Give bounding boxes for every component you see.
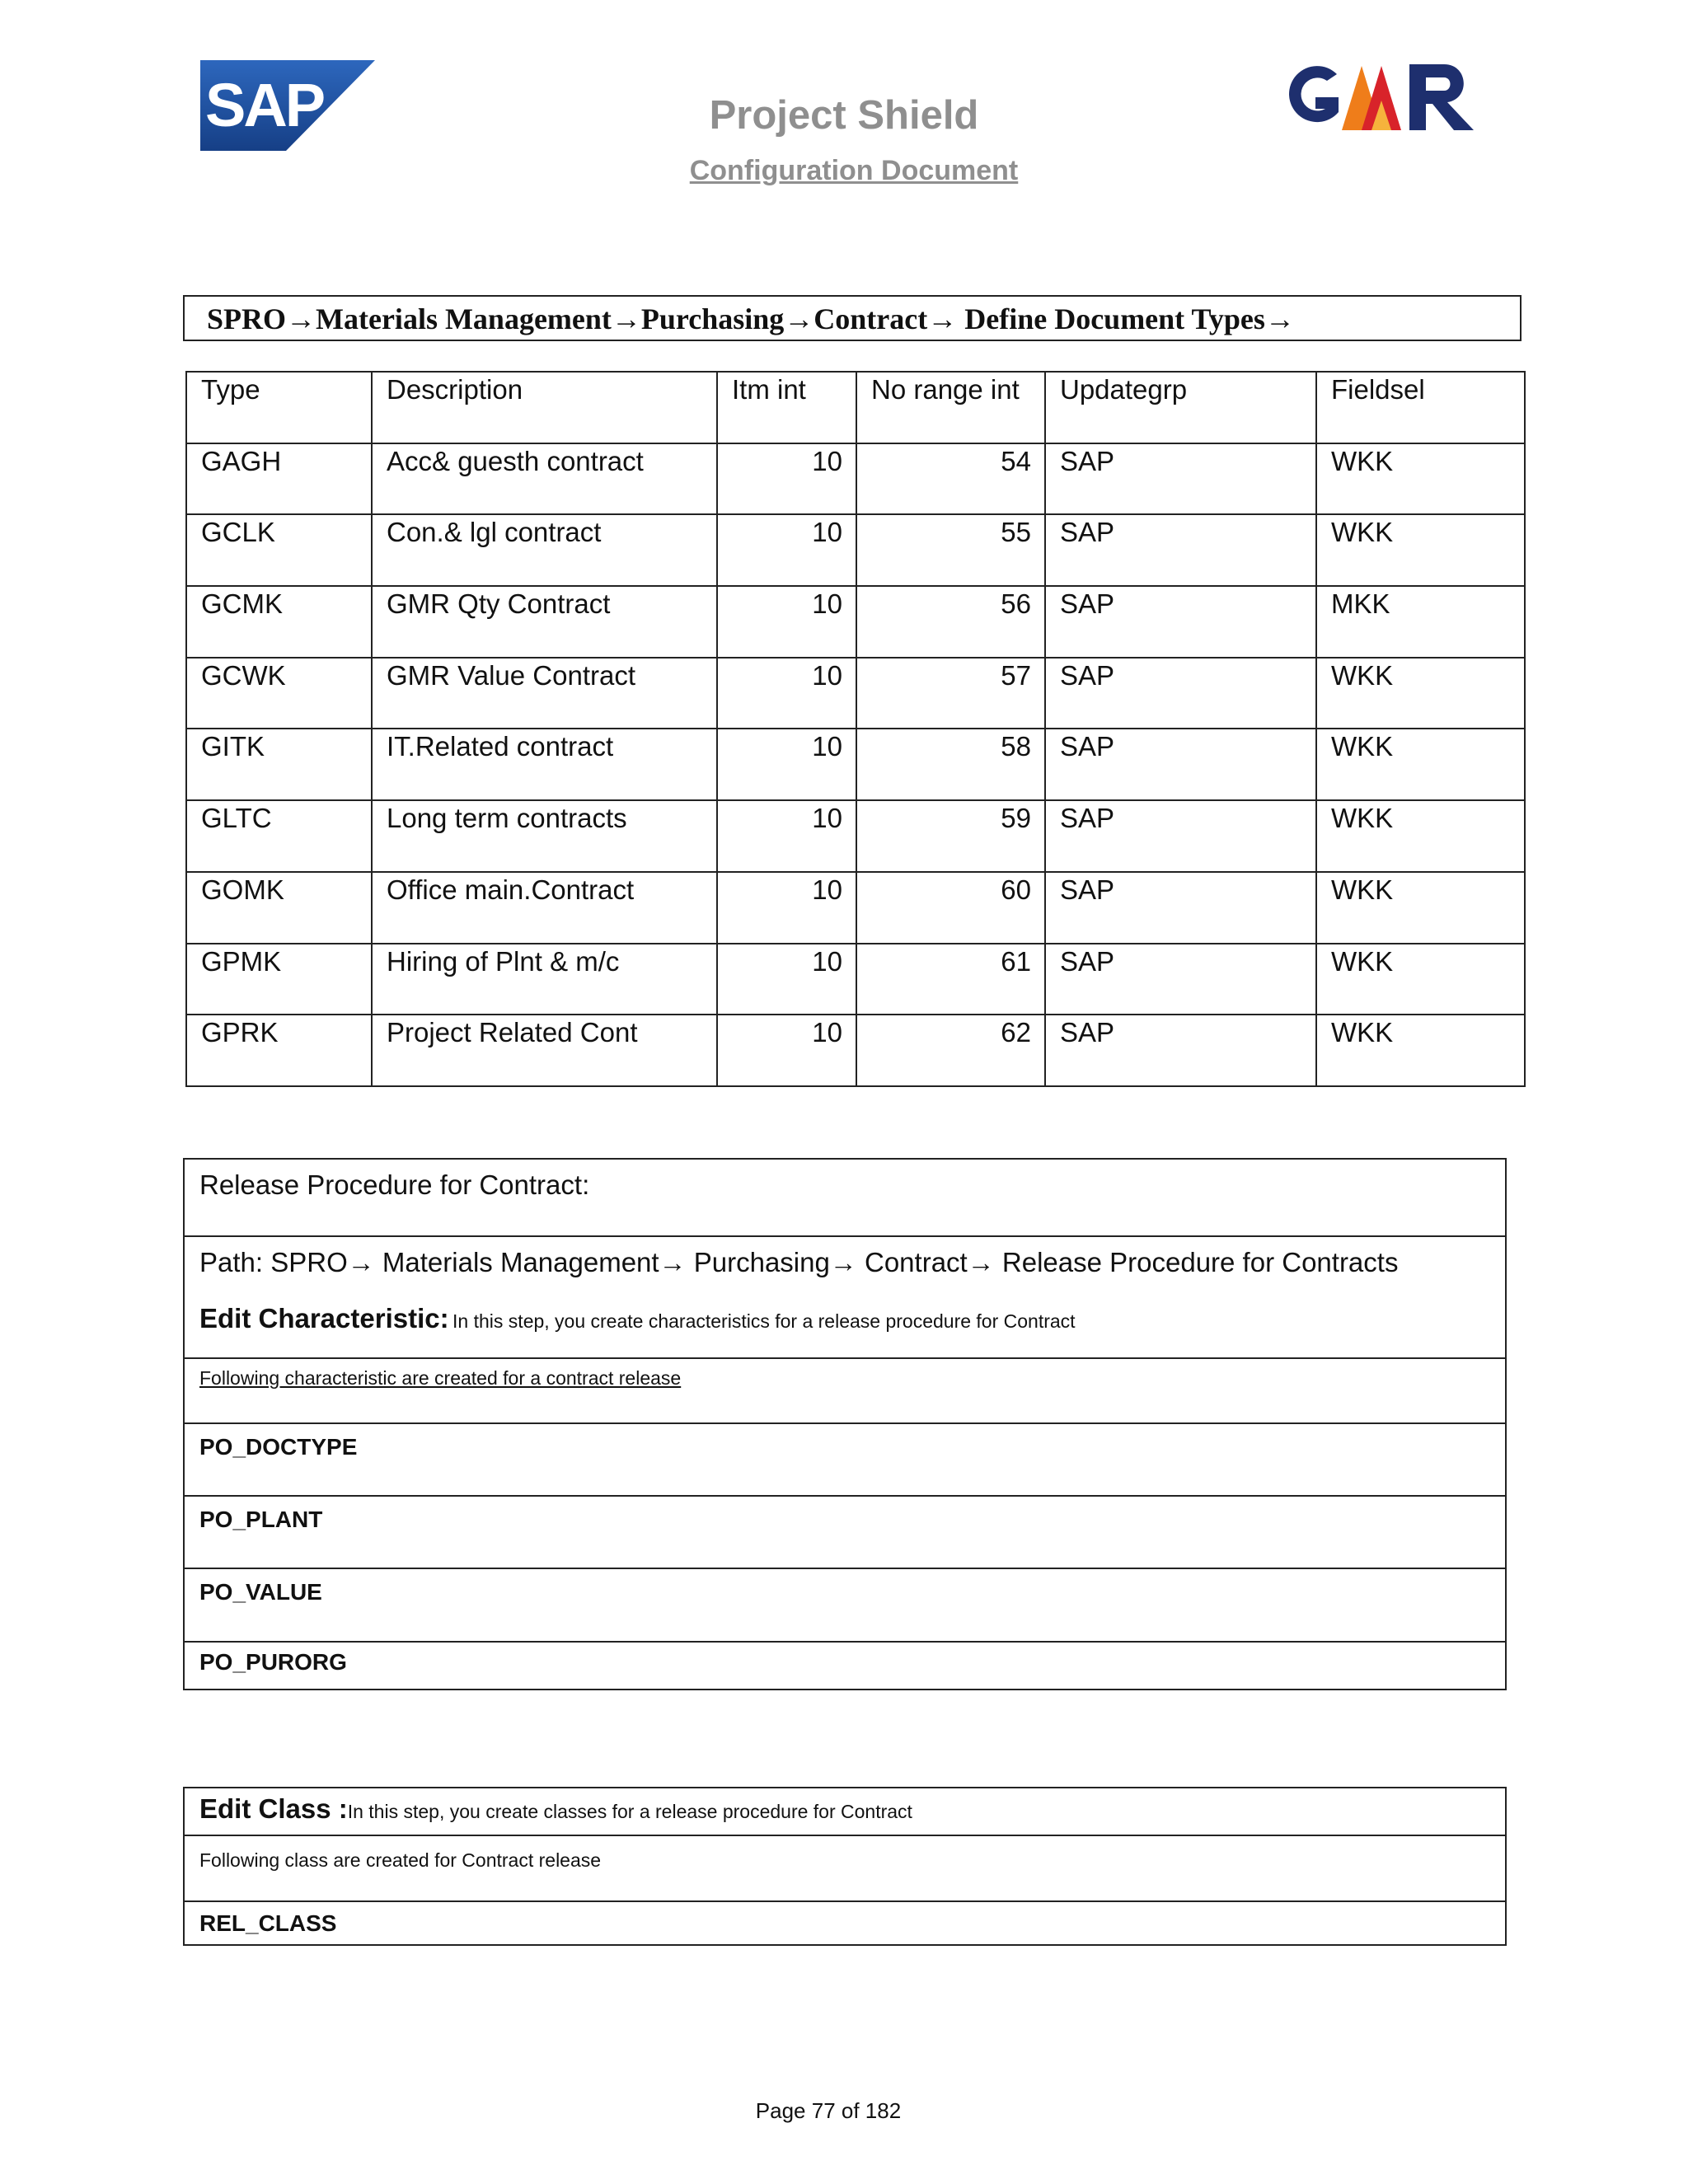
table-cell: 60 xyxy=(856,872,1045,944)
table-cell: 10 xyxy=(717,872,856,944)
edit-characteristic-note: In this step, you create characteristics for a release procedure for Contract xyxy=(452,1310,1076,1332)
table-cell: Office main.Contract xyxy=(372,872,717,944)
characteristic-row: PO_VALUE xyxy=(185,1569,1505,1643)
characteristic-row: PO_DOCTYPE xyxy=(185,1424,1505,1497)
class-name-row: REL_CLASS xyxy=(199,1910,337,1936)
table-cell: 58 xyxy=(856,729,1045,800)
characteristics-intro-text: Following characteristic are created for a contract release xyxy=(199,1367,682,1389)
table-row xyxy=(186,443,1525,515)
table-cell: 61 xyxy=(856,944,1045,1015)
table-cell: GAGH xyxy=(186,443,372,515)
table-cell: 10 xyxy=(717,514,856,586)
table-cell: 10 xyxy=(717,586,856,658)
column-header: Type xyxy=(186,372,372,443)
table-cell: GPMK xyxy=(186,944,372,1015)
table-row xyxy=(186,514,1525,586)
table-cell: Acc& guesth contract xyxy=(372,443,717,515)
edit-class-box xyxy=(183,1787,1507,1946)
release-procedure-box xyxy=(183,1158,1507,1690)
table-cell: SAP xyxy=(1045,586,1316,658)
table-row xyxy=(186,586,1525,658)
document-types-table xyxy=(185,371,1526,1087)
column-header: Updategrp xyxy=(1045,372,1316,443)
document-subtitle: Configuration Document xyxy=(689,155,1019,186)
table-header-row xyxy=(186,372,1525,443)
characteristic-row: PO_PURORG xyxy=(199,1649,347,1675)
table-cell: SAP xyxy=(1045,658,1316,729)
table-cell: WKK xyxy=(1316,514,1525,586)
table-cell: SAP xyxy=(1045,872,1316,944)
page-number: Page 77 of 182 xyxy=(755,2098,902,2123)
table-cell: 59 xyxy=(856,800,1045,872)
table-cell: WKK xyxy=(1316,800,1525,872)
table-row xyxy=(186,1015,1525,1086)
table-cell: Con.& lgl contract xyxy=(372,514,717,586)
column-header: No range int xyxy=(856,372,1045,443)
release-procedure-path-section xyxy=(185,1237,1505,1359)
table-row xyxy=(186,658,1525,729)
config-path-header: SPRO→Materials Management→Purchasing→Contract→ Define Document Types→ xyxy=(183,295,1522,341)
table-cell: 62 xyxy=(856,1015,1045,1086)
edit-class-note: In this step, you create classes for a release procedure for Contract xyxy=(347,1801,912,1822)
release-procedure-path: Path: SPRO→ Materials Management→ Purchasing→ Contract→ Release Procedure for Contracts xyxy=(199,1247,1399,1277)
svg-text:SAP: SAP xyxy=(205,71,324,139)
table-cell: 10 xyxy=(717,443,856,515)
table-row xyxy=(186,872,1525,944)
document-title: Project Shield xyxy=(709,93,979,138)
table-cell: WKK xyxy=(1316,1015,1525,1086)
table-cell: WKK xyxy=(1316,443,1525,515)
table-cell: 55 xyxy=(856,514,1045,586)
table-cell: GCMK xyxy=(186,586,372,658)
table-cell: 10 xyxy=(717,944,856,1015)
table-cell: SAP xyxy=(1045,1015,1316,1086)
table-cell: GPRK xyxy=(186,1015,372,1086)
table-cell: 10 xyxy=(717,729,856,800)
edit-characteristic-line xyxy=(199,1303,1505,1334)
table-cell: MKK xyxy=(1316,586,1525,658)
table-cell: GLTC xyxy=(186,800,372,872)
table-cell: SAP xyxy=(1045,729,1316,800)
column-header: Fieldsel xyxy=(1316,372,1525,443)
table-row xyxy=(186,944,1525,1015)
table-cell: SAP xyxy=(1045,800,1316,872)
table-cell: SAP xyxy=(1045,944,1316,1015)
table-cell: GMR Qty Contract xyxy=(372,586,717,658)
table-cell: 57 xyxy=(856,658,1045,729)
table-cell: 10 xyxy=(717,1015,856,1086)
table-cell: WKK xyxy=(1316,729,1525,800)
table-cell: GCLK xyxy=(186,514,372,586)
edit-characteristic-label: Edit Characteristic: xyxy=(199,1303,449,1333)
table-cell: GOMK xyxy=(186,872,372,944)
table-cell: IT.Related contract xyxy=(372,729,717,800)
table-cell: Hiring of Plnt & m/c xyxy=(372,944,717,1015)
table-cell: GMR Value Contract xyxy=(372,658,717,729)
table-cell: 10 xyxy=(717,658,856,729)
table-cell: 10 xyxy=(717,800,856,872)
table-row xyxy=(186,729,1525,800)
characteristic-row: PO_PLANT xyxy=(185,1497,1505,1569)
table-cell: GCWK xyxy=(186,658,372,729)
table-cell: WKK xyxy=(1316,658,1525,729)
class-intro-text: Following class are created for Contract release xyxy=(185,1836,1505,1902)
table-cell: 54 xyxy=(856,443,1045,515)
table-cell: SAP xyxy=(1045,514,1316,586)
column-header: Itm int xyxy=(717,372,856,443)
table-cell: WKK xyxy=(1316,872,1525,944)
characteristics-intro xyxy=(185,1359,1505,1424)
release-procedure-title: Release Procedure for Contract: xyxy=(185,1160,1505,1237)
column-header: Description xyxy=(372,372,717,443)
table-cell: Long term contracts xyxy=(372,800,717,872)
table-cell: 56 xyxy=(856,586,1045,658)
edit-class-label: Edit Class : xyxy=(199,1793,348,1824)
edit-class-heading xyxy=(185,1788,1505,1836)
table-cell: SAP xyxy=(1045,443,1316,515)
table-row xyxy=(186,800,1525,872)
table-cell: WKK xyxy=(1316,944,1525,1015)
table-cell: GITK xyxy=(186,729,372,800)
table-cell: Project Related Cont xyxy=(372,1015,717,1086)
